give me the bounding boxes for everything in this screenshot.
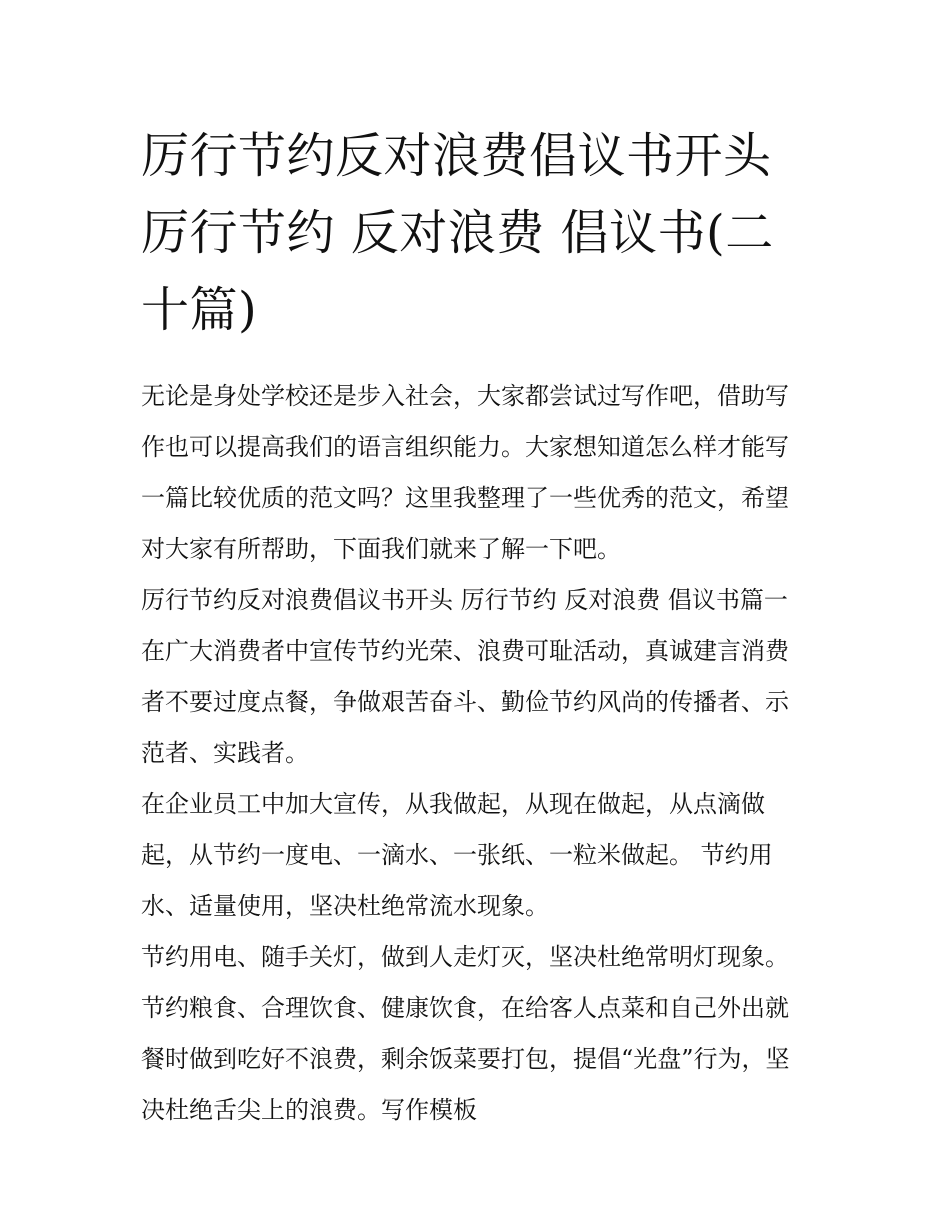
text-line: 者不要过度点餐，争做艰苦奋斗、勤俭节约风尚的传播者、示: [141, 688, 789, 716]
title-line: 厉行节约反对浪费倡议书开头: [141, 128, 772, 184]
text-line: 起，从节约一度电、一滴水、一张纸、一粒米做起。 节约用: [141, 841, 773, 869]
text-line: 作也可以提高我们的语言组织能力。大家想知道怎么样才能写: [141, 433, 789, 461]
title-line: 厉行节约 反对浪费 倡议书(二: [141, 205, 774, 261]
intro-paragraph: [141, 371, 813, 575]
text-line: 范者、实践者。: [141, 739, 309, 767]
text-line: 在企业员工中加大宣传，从我做起，从现在做起，从点滴做: [141, 790, 765, 818]
text-line: 餐时做到吃好不浪费，剩余饭菜要打包，提倡“光盘”行为，坚: [141, 1045, 790, 1073]
document-body: [141, 371, 813, 1136]
document-content: [141, 118, 813, 1136]
text-line: 水、适量使用，坚决杜绝常流水现象。: [141, 892, 549, 920]
text-line: 厉行节约反对浪费倡议书开头 厉行节约 反对浪费 倡议书篇一: [141, 586, 788, 614]
text-line: 无论是身处学校还是步入社会，大家都尝试过写作吧，借助写: [141, 382, 789, 410]
document-title: [141, 118, 813, 349]
text-line: 节约用电、随手关灯，做到人走灯灭，坚决杜绝常明灯现象。: [141, 943, 789, 971]
electricity-paragraph: [141, 932, 813, 983]
text-line: 节约粮食、合理饮食、健康饮食，在给客人点菜和自己外出就: [141, 994, 789, 1022]
text-line: 对大家有所帮助，下面我们就来了解一下吧。: [141, 535, 621, 563]
title-line: 十篇): [141, 282, 258, 338]
text-line: 一篇比较优质的范文吗？这里我整理了一些优秀的范文，希望: [141, 484, 789, 512]
text-line: 决杜绝舌尖上的浪费。写作模板: [141, 1096, 477, 1124]
promotion-paragraph: [141, 779, 813, 932]
text-line: 在广大消费者中宣传节约光荣、浪费可耻活动，真诚建言消费: [141, 637, 789, 665]
food-paragraph: [141, 983, 813, 1136]
section-one-paragraph: [141, 575, 813, 779]
